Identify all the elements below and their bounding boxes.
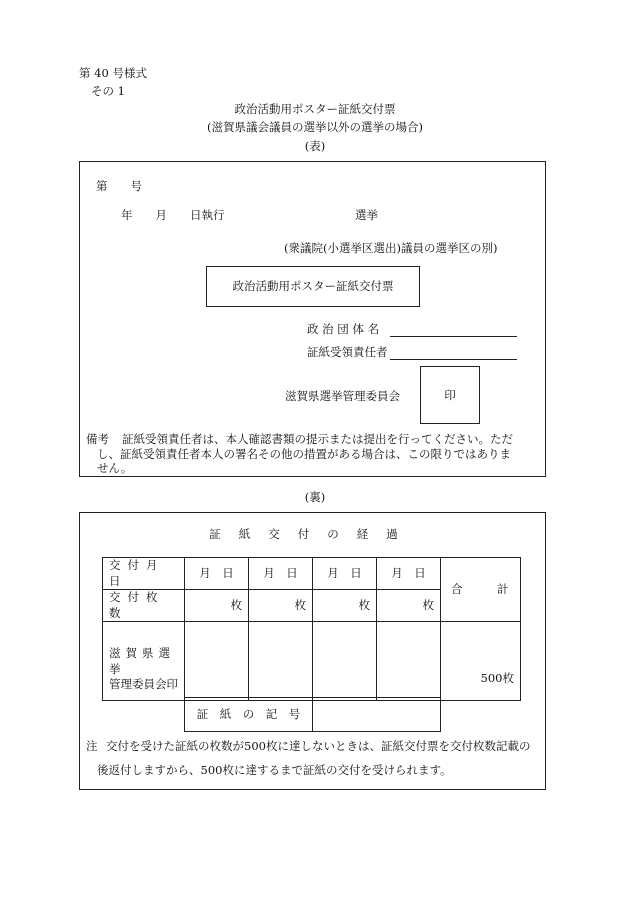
date-cell: 月 日 <box>185 558 249 590</box>
count-cell: 枚 <box>377 590 441 622</box>
count-row-label <box>103 590 185 622</box>
table-row <box>103 622 521 701</box>
stamp-symbol-value <box>313 698 441 732</box>
seal-cell <box>249 622 313 701</box>
front-panel <box>79 161 546 477</box>
issuance-heading-text: 証紙交付の経過 <box>209 527 416 541</box>
back-panel <box>79 512 546 790</box>
district-note: (衆議院(小選挙区選出)議員の選挙区の別) <box>284 241 498 255</box>
document-title: 政治活動用ポスター証紙交付票 <box>234 102 396 116</box>
party-name-label: 政 治 団 体 名 <box>307 322 380 336</box>
number-label: 第 号 <box>96 179 142 193</box>
date-cell: 月 日 <box>249 558 313 590</box>
execution-date-line: 年 月 日執行 <box>121 208 225 222</box>
note-line-1: 交付を受けた証紙の枚数が500枚に達しないときは、証紙交付票を交付枚数記載の <box>106 739 531 753</box>
total-header: 合 計 <box>441 558 521 622</box>
seal-row-label-1: 滋賀県選挙 <box>109 646 175 676</box>
note-head: 注 <box>86 739 98 753</box>
issuance-heading <box>80 527 545 543</box>
count-cell: 枚 <box>185 590 249 622</box>
table-row <box>185 698 441 732</box>
election-label: 選挙 <box>355 208 378 222</box>
party-name-line <box>390 336 517 337</box>
table-row <box>103 558 521 590</box>
date-row-label <box>103 558 185 590</box>
date-cell: 月 日 <box>377 558 441 590</box>
count-cell: 枚 <box>313 590 377 622</box>
total-value: 500枚 <box>441 622 521 701</box>
form-part: その 1 <box>91 84 125 98</box>
remarks-line-3: せん。 <box>97 461 133 475</box>
stamp-symbol-table <box>184 697 441 732</box>
recipient-label: 証紙受領責任者 <box>307 345 388 359</box>
seal-cell <box>185 622 249 701</box>
back-label: (裏) <box>304 490 326 504</box>
front-label: (表) <box>304 139 326 153</box>
seal-box <box>420 366 480 424</box>
date-row-label-text: 交付月日 <box>109 558 165 588</box>
form-number: 第 40 号様式 <box>79 66 147 80</box>
seal-row-label <box>103 622 185 701</box>
seal-mark: 印 <box>444 388 456 402</box>
remarks-line-2: し、証紙受領責任者本人の署名その他の措置がある場合は、この限りではありま <box>97 447 511 461</box>
seal-cell <box>313 622 377 701</box>
issuance-table <box>102 557 521 701</box>
committee-name: 滋賀県選挙管理委員会 <box>285 389 400 403</box>
inner-title-box <box>206 266 420 307</box>
date-cell: 月 日 <box>313 558 377 590</box>
recipient-line <box>390 359 517 360</box>
inner-title: 政治活動用ポスター証紙交付票 <box>232 279 394 293</box>
note-line-2: 後返付しますから、500枚に達するまで証紙の交付を受けられます。 <box>97 763 452 777</box>
seal-row-label-2: 管理委員会印 <box>109 677 178 692</box>
remarks-head: 備考 <box>86 432 109 446</box>
stamp-symbol-label: 証 紙 の 記 号 <box>185 698 313 732</box>
count-cell: 枚 <box>249 590 313 622</box>
remarks-line-1: 証紙受領責任者は、本人確認書類の提示または提出を行ってください。ただ <box>122 432 513 446</box>
document-subtitle: (滋賀県議会議員の選挙以外の選挙の場合) <box>207 120 423 134</box>
seal-cell <box>377 622 441 701</box>
count-row-label-text: 交付枚数 <box>109 590 165 620</box>
